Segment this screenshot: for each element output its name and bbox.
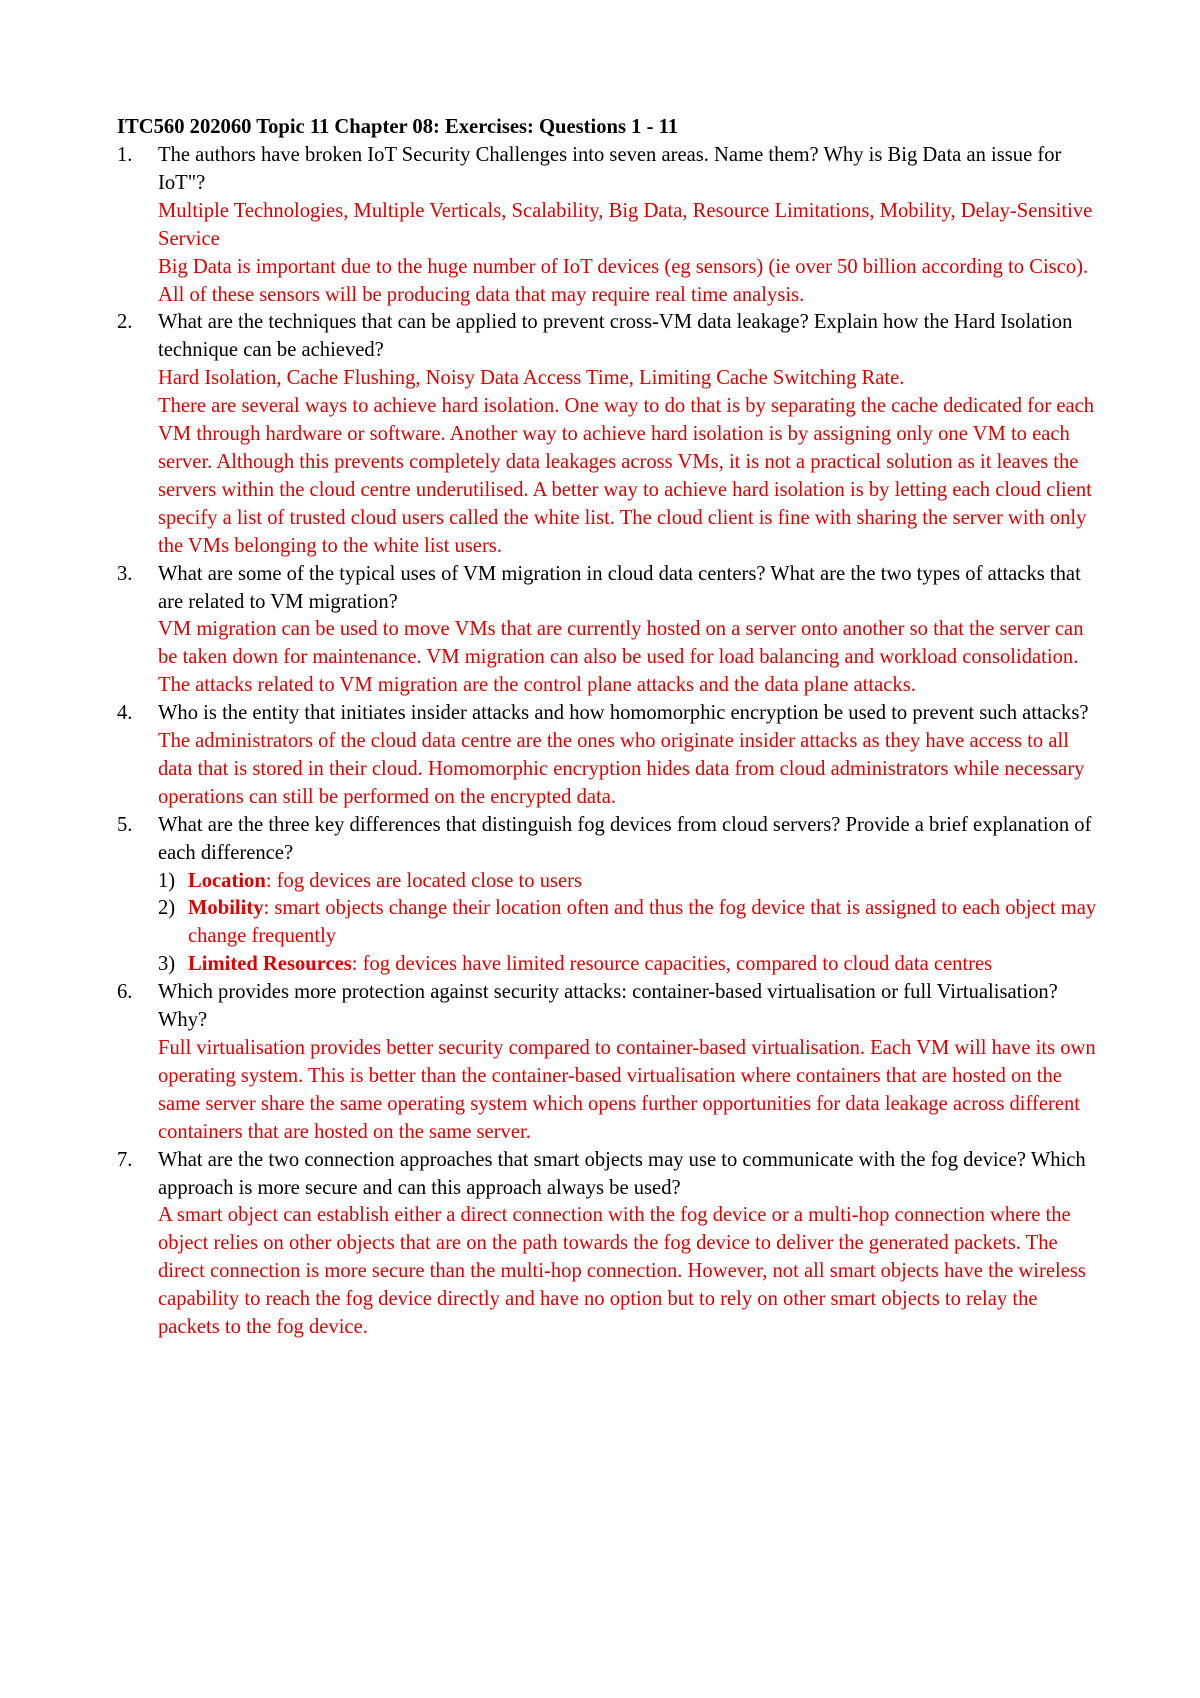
answer-text: A smart object can establish either a direct connection with the fog device or a multi-hop connection where the object relies on other objects that are on the path towards the fog device to deliver the generated packets. The direct connection is more secure than the multi-hop connection. However, not all smart objects have the wireless capability to reach the fog device directly and have no option but to rely on other smart objects to relay the packets to the fog device. [158,1204,1086,1339]
difference-item-location [158,868,1097,896]
item-number: 2) [158,897,176,920]
answer-text: There are several ways to achieve hard isolation. One way to do that is by separating the cache dedicated for each VM through hardware or software. Another way to achieve hard isolation is by assigning only one VM to each server. Although this prevents completely data leakages across VMs, it is not a practical solution as it leaves the servers within the cloud centre underutilised. A better way to achieve hard isolation is by letting each cloud client specify a list of trusted cloud users called the white list. The cloud client is fine with sharing the server with only the VMs belonging to the white list users. [158,395,1095,557]
question-text: Which provides more protection against security attacks: container-based virtualisation or full Virtualisation? Why? [158,981,1058,1032]
question-6 [117,979,1097,1146]
question-text: What are the three key differences that distinguish fog devices from cloud servers? Provide a brief explanation of each difference? [158,813,1092,864]
item-term: Mobility [188,897,264,920]
answer-text: Multiple Technologies, Multiple Verticals, Scalability, Big Data, Resource Limitations, Mobility, Delay-Sensitive Service [158,199,1093,250]
question-2 [117,309,1097,560]
item-term: Location [188,869,266,892]
page-title: ITC560 202060 Topic 11 Chapter 08: Exercises: Questions 1 - 11 [117,116,679,138]
question-number: 4. [117,702,133,725]
difference-item-mobility [158,895,1097,951]
item-explanation: : fog devices have limited resource capacities, compared to cloud data centres [351,953,993,976]
question-text: Who is the entity that initiates insider attacks and how homomorphic encryption be used to prevent such attacks? [158,702,1089,725]
answer-text: VM migration can be used to move VMs that are currently hosted on a server onto another so that the server can be taken down for maintenance. VM migration can also be used for load balancing and workload consolidation. The attacks related to VM migration are the control plane attacks and the data plane attacks. [158,618,1084,697]
answer-text: Big Data is important due to the huge number of IoT devices (eg sensors) (ie over 50 billion according to Cisco). All of these sensors will be producing data that may require real time analysis. [158,255,1089,306]
question-text: The authors have broken IoT Security Challenges into seven areas. Name them? Why is Big Data an issue for IoT"? [158,144,1062,194]
answer-text: Full virtualisation provides better security compared to container-based virtualisation. Each VM will have its own operating system. This is better than the container-based virtualisation where containers that are hosted on the same server share the same operating system which opens further opportunities for data leakage across different containers that are hosted on the same server. [158,1037,1096,1143]
item-number: 3) [158,953,176,976]
answer-text: The administrators of the cloud data centre are the ones who originate insider attacks as they have access to all data that is stored in their cloud. Homomorphic encryption hides data from cloud administrators while necessary operations can still be performed on the encrypted data. [158,730,1085,808]
question-number: 3. [117,562,133,585]
question-3 [117,561,1097,701]
item-number: 1) [158,869,176,892]
question-text: What are the two connection approaches that smart objects may use to communicate with the fog device? Which approach is more secure and can this approach always be used? [158,1148,1086,1199]
question-5 [117,812,1097,979]
question-number: 7. [117,1148,133,1171]
difference-list [158,868,1097,980]
question-number: 6. [117,981,133,1004]
item-explanation: : fog devices are located close to users [265,869,583,892]
question-1 [117,142,1097,309]
document-page [117,114,1097,1342]
question-4 [117,700,1097,812]
question-7 [117,1147,1097,1342]
question-text: What are some of the typical uses of VM migration in cloud data centers? What are the two types of attacks that are related to VM migration? [158,562,1081,613]
answer-text: Hard Isolation, Cache Flushing, Noisy Data Access Time, Limiting Cache Switching Rate. [158,367,905,390]
difference-item-limited-resources [158,951,1097,979]
item-explanation: : smart objects change their location often and thus the fog device that is assigned to each object may change frequently [188,897,1097,948]
question-text: What are the techniques that can be applied to prevent cross-VM data leakage? Explain how the Hard Isolation technique can be achieved? [158,311,1073,362]
question-number: 5. [117,813,133,836]
question-number: 2. [117,311,133,334]
item-term: Limited Resources [188,953,352,976]
question-number: 1. [117,144,133,166]
